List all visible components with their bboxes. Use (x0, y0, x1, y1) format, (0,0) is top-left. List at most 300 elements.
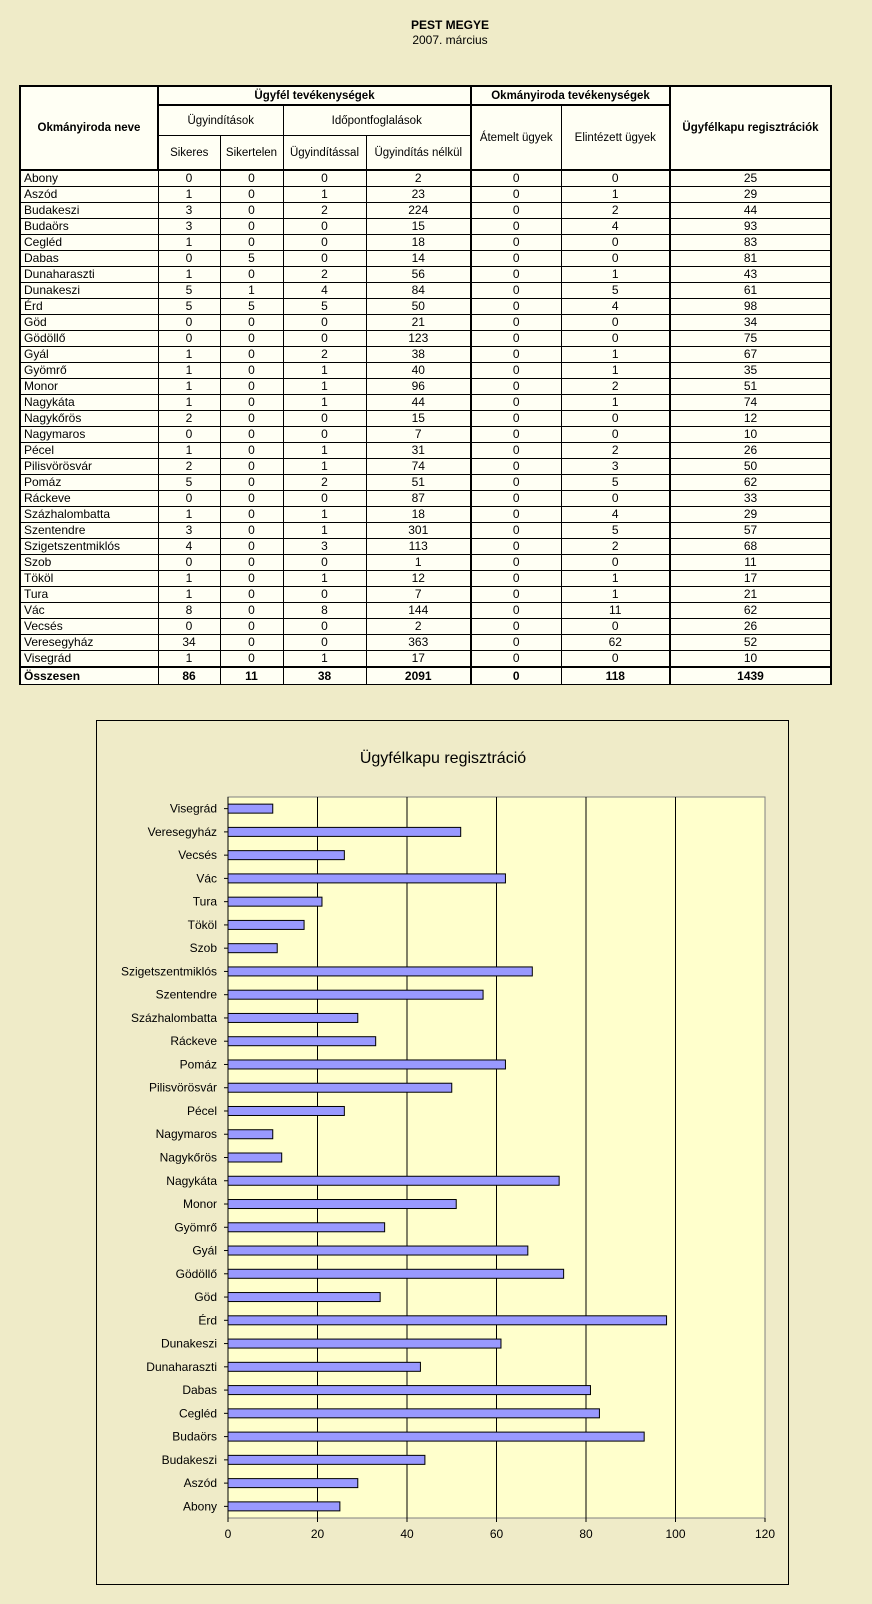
value-cell: 0 (471, 251, 561, 267)
header-ugyfelkapu: Ügyfélkapu regisztrációk (670, 86, 831, 170)
value-cell: 1 (283, 523, 366, 539)
header-office-name: Okmányiroda neve (20, 86, 158, 170)
office-name-cell: Abony (20, 170, 158, 187)
value-cell: 0 (471, 363, 561, 379)
value-cell: 0 (471, 491, 561, 507)
value-cell: 62 (670, 475, 831, 491)
value-cell: 1 (158, 587, 220, 603)
table-row (20, 219, 831, 235)
value-cell: 113 (366, 539, 471, 555)
value-cell: 4 (283, 283, 366, 299)
value-cell: 0 (561, 491, 670, 507)
category-label: Aszód (183, 1476, 217, 1491)
page-title: PEST MEGYE (410, 18, 490, 32)
value-cell: 0 (283, 635, 366, 651)
value-cell: 35 (670, 363, 831, 379)
value-cell: 0 (471, 459, 561, 475)
office-name-cell: Dunakeszi (20, 283, 158, 299)
value-cell: 57 (670, 523, 831, 539)
value-cell: 5 (561, 283, 670, 299)
value-cell: 0 (561, 555, 670, 571)
value-cell: 0 (471, 283, 561, 299)
value-cell: 50 (670, 459, 831, 475)
value-cell: 0 (561, 331, 670, 347)
value-cell: 1 (158, 571, 220, 587)
header-sikertelen: Sikertelen (220, 136, 283, 171)
value-cell: 2 (283, 475, 366, 491)
table-row (20, 363, 831, 379)
x-tick-label: 40 (400, 1527, 414, 1541)
office-name-cell: Érd (20, 299, 158, 315)
value-cell: 5 (158, 299, 220, 315)
table-row (20, 427, 831, 443)
office-name-cell: Gyál (20, 347, 158, 363)
value-cell: 52 (670, 635, 831, 651)
value-cell: 0 (220, 379, 283, 395)
office-name-cell: Cegléd (20, 235, 158, 251)
value-cell: 1 (158, 651, 220, 668)
value-cell: 1 (158, 507, 220, 523)
office-name-cell: Veresegyház (20, 635, 158, 651)
bar (228, 851, 344, 860)
x-tick-label: 20 (310, 1527, 325, 1541)
value-cell: 1 (561, 395, 670, 411)
value-cell: 1 (283, 395, 366, 411)
title-block (0, 18, 872, 48)
category-label: Budaörs (172, 1429, 217, 1444)
value-cell: 34 (670, 315, 831, 331)
bar (228, 1293, 380, 1302)
category-label: Pomáz (179, 1057, 217, 1072)
value-cell: 2 (561, 443, 670, 459)
value-cell: 0 (471, 443, 561, 459)
category-label: Pécel (186, 1103, 217, 1118)
value-cell: 2 (366, 619, 471, 635)
totals-row (20, 667, 831, 685)
office-name-cell: Monor (20, 379, 158, 395)
office-name-cell: Dabas (20, 251, 158, 267)
category-label: Nagymaros (155, 1127, 217, 1142)
category-label: Tököl (187, 917, 217, 932)
value-cell: 18 (366, 507, 471, 523)
value-cell: 0 (220, 427, 283, 443)
office-name-cell: Dunaharaszti (20, 267, 158, 283)
value-cell: 0 (471, 651, 561, 668)
value-cell: 1 (283, 571, 366, 587)
category-label: Dunaharaszti (146, 1359, 217, 1374)
value-cell: 0 (220, 267, 283, 283)
table-row (20, 187, 831, 203)
value-cell: 15 (366, 219, 471, 235)
category-label: Gödöllő (175, 1266, 217, 1281)
value-cell: 4 (561, 299, 670, 315)
value-cell: 2 (561, 203, 670, 219)
category-label: Vác (196, 871, 217, 886)
category-label: Gyömrő (174, 1220, 217, 1235)
value-cell: 17 (670, 571, 831, 587)
table-row (20, 619, 831, 635)
table-row (20, 555, 831, 571)
value-cell: 3 (158, 203, 220, 219)
value-cell: 8 (283, 603, 366, 619)
table-row (20, 283, 831, 299)
value-cell: 5 (561, 475, 670, 491)
value-cell: 2 (561, 379, 670, 395)
value-cell: 0 (220, 235, 283, 251)
category-label: Nagykőrös (159, 1150, 217, 1165)
page-subtitle: 2007. március (412, 33, 488, 47)
value-cell: 34 (158, 635, 220, 651)
category-label: Szigetszentmiklós (120, 964, 217, 979)
value-cell: 363 (366, 635, 471, 651)
value-cell: 3 (561, 459, 670, 475)
table-row (20, 203, 831, 219)
x-tick-label: 120 (754, 1527, 776, 1541)
value-cell: 2 (158, 411, 220, 427)
totals-label: Összesen (20, 667, 158, 685)
value-cell: 0 (471, 411, 561, 427)
value-cell: 0 (283, 587, 366, 603)
office-name-cell: Nagykőrös (20, 411, 158, 427)
value-cell: 44 (670, 203, 831, 219)
value-cell: 12 (670, 411, 831, 427)
value-cell: 0 (283, 555, 366, 571)
value-cell: 0 (471, 427, 561, 443)
table-row (20, 251, 831, 267)
value-cell: 0 (471, 603, 561, 619)
value-cell: 0 (561, 427, 670, 443)
bar (228, 1083, 452, 1092)
value-cell: 224 (366, 203, 471, 219)
value-cell: 0 (220, 539, 283, 555)
table-row (20, 491, 831, 507)
value-cell: 1 (561, 363, 670, 379)
value-cell: 0 (471, 635, 561, 651)
value-cell: 0 (283, 315, 366, 331)
value-cell: 1 (283, 363, 366, 379)
value-cell: 81 (670, 251, 831, 267)
office-name-cell: Budaörs (20, 219, 158, 235)
value-cell: 74 (670, 395, 831, 411)
value-cell: 0 (220, 170, 283, 187)
value-cell: 50 (366, 299, 471, 315)
value-cell: 0 (158, 331, 220, 347)
value-cell: 0 (561, 315, 670, 331)
value-cell: 83 (670, 235, 831, 251)
category-label: Dunakeszi (160, 1336, 217, 1351)
value-cell: 2 (283, 347, 366, 363)
value-cell: 25 (670, 170, 831, 187)
value-cell: 0 (220, 651, 283, 668)
value-cell: 2 (283, 267, 366, 283)
value-cell: 0 (471, 475, 561, 491)
totals-cell: 86 (158, 667, 220, 685)
value-cell: 29 (670, 507, 831, 523)
header-ugyinditassal: Ügyindítással (283, 136, 366, 171)
table-row (20, 395, 831, 411)
value-cell: 2 (158, 459, 220, 475)
value-cell: 23 (366, 187, 471, 203)
value-cell: 0 (471, 315, 561, 331)
value-cell: 0 (283, 427, 366, 443)
bar (228, 1176, 559, 1185)
value-cell: 1 (561, 587, 670, 603)
bar (228, 1153, 282, 1162)
value-cell: 144 (366, 603, 471, 619)
value-cell: 3 (158, 523, 220, 539)
value-cell: 0 (158, 427, 220, 443)
value-cell: 4 (561, 219, 670, 235)
table-row (20, 379, 831, 395)
office-name-cell: Tököl (20, 571, 158, 587)
table-row (20, 170, 831, 187)
value-cell: 301 (366, 523, 471, 539)
value-cell: 61 (670, 283, 831, 299)
value-cell: 0 (220, 619, 283, 635)
value-cell: 12 (366, 571, 471, 587)
bar (228, 1479, 358, 1488)
value-cell: 0 (471, 299, 561, 315)
value-cell: 0 (283, 411, 366, 427)
category-label: Érd (198, 1313, 217, 1328)
header-client-activities: Ügyfél tevékenységek (158, 86, 471, 105)
value-cell: 0 (561, 170, 670, 187)
value-cell: 0 (220, 187, 283, 203)
value-cell: 87 (366, 491, 471, 507)
totals-cell: 38 (283, 667, 366, 685)
value-cell: 0 (561, 235, 670, 251)
value-cell: 1 (158, 347, 220, 363)
value-cell: 1 (283, 459, 366, 475)
bar (228, 1339, 501, 1348)
value-cell: 17 (366, 651, 471, 668)
value-cell: 0 (158, 315, 220, 331)
value-cell: 1 (158, 395, 220, 411)
office-name-cell: Aszód (20, 187, 158, 203)
value-cell: 0 (283, 219, 366, 235)
value-cell: 0 (283, 331, 366, 347)
value-cell: 1 (158, 379, 220, 395)
value-cell: 10 (670, 427, 831, 443)
table-row (20, 267, 831, 283)
office-name-cell: Pilisvörösvár (20, 459, 158, 475)
office-name-cell: Vecsés (20, 619, 158, 635)
category-label: Budakeszi (161, 1452, 217, 1467)
bar (228, 1362, 420, 1371)
value-cell: 5 (158, 283, 220, 299)
table-row (20, 459, 831, 475)
value-cell: 0 (471, 347, 561, 363)
header-elintezett: Elintézett ügyek (561, 105, 670, 170)
value-cell: 0 (561, 619, 670, 635)
value-cell: 68 (670, 539, 831, 555)
header-ugyinditasok: Ügyindítások (158, 105, 283, 136)
totals-cell: 1439 (670, 667, 831, 685)
value-cell: 1 (561, 187, 670, 203)
totals-cell: 11 (220, 667, 283, 685)
value-cell: 56 (366, 267, 471, 283)
value-cell: 0 (220, 443, 283, 459)
table-row (20, 571, 831, 587)
value-cell: 0 (220, 571, 283, 587)
value-cell: 7 (366, 427, 471, 443)
category-label: Veresegyház (147, 824, 217, 839)
office-name-cell: Budakeszi (20, 203, 158, 219)
value-cell: 0 (220, 331, 283, 347)
totals-cell: 0 (471, 667, 561, 685)
bar (228, 1130, 273, 1139)
value-cell: 123 (366, 331, 471, 347)
value-cell: 0 (471, 571, 561, 587)
header-idopontfoglalasok: Időpontfoglalások (283, 105, 471, 136)
value-cell: 0 (220, 459, 283, 475)
value-cell: 1 (561, 267, 670, 283)
category-label: Szob (189, 941, 217, 956)
value-cell: 0 (471, 379, 561, 395)
value-cell: 0 (220, 635, 283, 651)
value-cell: 0 (220, 411, 283, 427)
chart-area (96, 720, 789, 1585)
category-label: Göd (194, 1290, 217, 1305)
table-row (20, 411, 831, 427)
category-label: Nagykáta (166, 1173, 217, 1188)
value-cell: 1 (283, 379, 366, 395)
value-cell: 0 (283, 251, 366, 267)
value-cell: 1 (561, 571, 670, 587)
value-cell: 62 (561, 635, 670, 651)
value-cell: 14 (366, 251, 471, 267)
bar (228, 1409, 599, 1418)
value-cell: 15 (366, 411, 471, 427)
value-cell: 0 (220, 395, 283, 411)
table-row (20, 315, 831, 331)
value-cell: 0 (220, 363, 283, 379)
value-cell: 0 (471, 507, 561, 523)
bar (228, 1106, 344, 1115)
value-cell: 7 (366, 587, 471, 603)
value-cell: 62 (670, 603, 831, 619)
office-name-cell: Százhalombatta (20, 507, 158, 523)
value-cell: 26 (670, 443, 831, 459)
value-cell: 1 (158, 267, 220, 283)
office-name-cell: Göd (20, 315, 158, 331)
value-cell: 26 (670, 619, 831, 635)
value-cell: 11 (561, 603, 670, 619)
table-row (20, 603, 831, 619)
value-cell: 2 (283, 203, 366, 219)
value-cell: 5 (561, 523, 670, 539)
category-label: Cegléd (178, 1406, 217, 1421)
value-cell: 1 (283, 443, 366, 459)
table-row (20, 475, 831, 491)
value-cell: 10 (670, 651, 831, 668)
value-cell: 0 (220, 219, 283, 235)
value-cell: 0 (283, 619, 366, 635)
value-cell: 0 (471, 219, 561, 235)
category-label: Szentendre (155, 987, 217, 1002)
value-cell: 0 (561, 251, 670, 267)
category-label: Vecsés (178, 848, 217, 863)
bar (228, 1037, 376, 1046)
value-cell: 0 (220, 507, 283, 523)
bar (228, 1386, 590, 1395)
header-office-activities: Okmányiroda tevékenységek (471, 86, 670, 105)
value-cell: 0 (471, 235, 561, 251)
bar (228, 1060, 505, 1069)
value-cell: 0 (220, 203, 283, 219)
value-cell: 0 (471, 395, 561, 411)
value-cell: 33 (670, 491, 831, 507)
value-cell: 29 (670, 187, 831, 203)
value-cell: 93 (670, 219, 831, 235)
value-cell: 18 (366, 235, 471, 251)
header-atemelt: Átemelt ügyek (471, 105, 561, 170)
value-cell: 44 (366, 395, 471, 411)
bar (228, 1013, 358, 1022)
value-cell: 0 (158, 555, 220, 571)
chart-title: Ügyfélkapu regisztráció (359, 750, 527, 767)
value-cell: 1 (561, 347, 670, 363)
value-cell: 5 (158, 475, 220, 491)
value-cell: 4 (561, 507, 670, 523)
value-cell: 21 (366, 315, 471, 331)
table-row (20, 587, 831, 603)
value-cell: 5 (220, 299, 283, 315)
value-cell: 0 (471, 187, 561, 203)
value-cell: 84 (366, 283, 471, 299)
bar (228, 1200, 456, 1209)
value-cell: 0 (220, 347, 283, 363)
value-cell: 1 (283, 651, 366, 668)
category-label: Abony (182, 1499, 217, 1514)
table-row (20, 507, 831, 523)
table-row (20, 523, 831, 539)
category-label: Monor (182, 1197, 217, 1212)
office-name-cell: Pomáz (20, 475, 158, 491)
value-cell: 2 (366, 170, 471, 187)
bar (228, 1455, 425, 1464)
bar (228, 1502, 340, 1511)
value-cell: 0 (471, 203, 561, 219)
category-label: Pilisvörösvár (148, 1080, 217, 1095)
value-cell: 96 (366, 379, 471, 395)
table-body (20, 170, 831, 667)
value-cell: 67 (670, 347, 831, 363)
office-name-cell: Szob (20, 555, 158, 571)
bar (228, 944, 277, 953)
value-cell: 1 (158, 235, 220, 251)
value-cell: 5 (220, 251, 283, 267)
value-cell: 1 (283, 187, 366, 203)
bar (228, 967, 532, 976)
value-cell: 4 (158, 539, 220, 555)
value-cell: 0 (471, 587, 561, 603)
totals-cell: 2091 (366, 667, 471, 685)
office-name-cell: Tura (20, 587, 158, 603)
office-name-cell: Visegrád (20, 651, 158, 668)
x-tick-label: 0 (224, 1527, 232, 1541)
value-cell: 0 (283, 491, 366, 507)
value-cell: 0 (561, 411, 670, 427)
value-cell: 0 (158, 619, 220, 635)
value-cell: 0 (471, 619, 561, 635)
category-label: Dabas (182, 1383, 217, 1398)
value-cell: 1 (158, 443, 220, 459)
header-sikeres: Sikeres (158, 136, 220, 171)
value-cell: 1 (283, 507, 366, 523)
value-cell: 5 (283, 299, 366, 315)
bar (228, 804, 273, 813)
